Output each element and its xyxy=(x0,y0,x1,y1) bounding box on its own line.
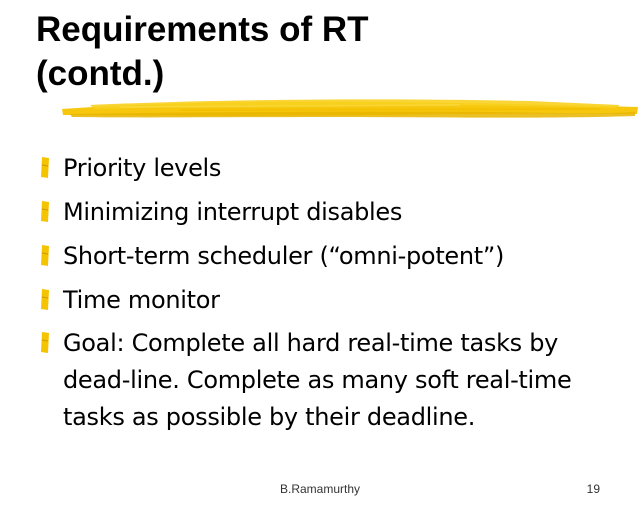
bullet-text: Goal: Complete all hard real-time tasks by dead-line. Complete as many soft real-time tasks as possible by their deadline. xyxy=(63,329,572,431)
bullet-item xyxy=(36,278,626,322)
slide-title xyxy=(36,8,596,96)
title-underline-brush-stroke xyxy=(60,93,640,123)
bullet-marker-icon xyxy=(40,201,50,222)
bullet-item xyxy=(36,190,626,234)
bullet-item xyxy=(36,234,626,278)
bullet-text: Short-term scheduler (“omni-potent”) xyxy=(63,242,505,270)
slide-title-line-1: Requirements of RT xyxy=(36,10,369,49)
bullet-marker-icon xyxy=(40,289,50,310)
bullet-marker-icon xyxy=(40,332,50,353)
bullet-item xyxy=(36,322,626,436)
footer-author: B.Ramamurthy xyxy=(279,482,361,496)
bullet-text: Minimizing interrupt disables xyxy=(63,198,403,226)
bullet-text: Priority levels xyxy=(63,154,222,182)
bullet-text: Time monitor xyxy=(63,286,220,314)
bullet-list xyxy=(36,146,626,436)
bullet-item xyxy=(36,146,626,190)
bullet-marker-icon xyxy=(40,245,50,266)
slide-title-line-2: (contd.) xyxy=(36,54,165,93)
page-number: 19 xyxy=(586,482,600,496)
bullet-marker-icon xyxy=(40,157,50,178)
